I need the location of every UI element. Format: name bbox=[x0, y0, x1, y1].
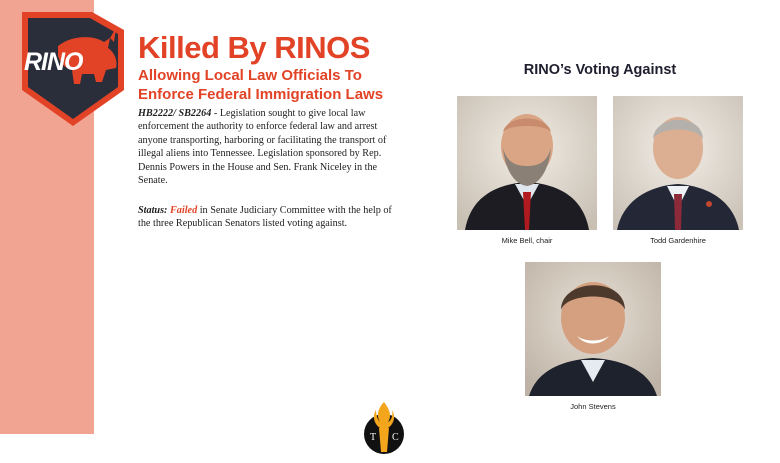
logo-letter-left: T bbox=[370, 432, 377, 443]
subtitle-line-2: Enforce Federal Immigration Laws bbox=[138, 86, 384, 103]
bill-status bbox=[138, 204, 400, 231]
senator-caption-1: Mike Bell, chair bbox=[501, 236, 553, 245]
senator-photo-1 bbox=[457, 96, 597, 230]
senator-caption-3: John Stevens bbox=[570, 402, 616, 411]
bill-number: HB2222/ SB2264 bbox=[138, 108, 212, 119]
senator-photo-2 bbox=[613, 96, 743, 230]
logo-letter-right: C bbox=[392, 432, 399, 443]
torch-logo-icon bbox=[362, 400, 406, 458]
bill-description bbox=[138, 107, 400, 187]
badge-label: RINO bbox=[24, 48, 83, 76]
subtitle-line-1: Allowing Local Law Officials To bbox=[138, 67, 362, 84]
page-title: Killed By RINOS bbox=[138, 30, 370, 65]
status-detail: in Senate Judiciary Committee with the help of the three Republican Senators listed voting against. bbox=[138, 205, 392, 230]
senator-caption-2: Todd Gardenhire bbox=[650, 236, 706, 245]
page-subtitle bbox=[138, 66, 438, 104]
bill-text: Legislation sought to give local law enforcement the authority to enforce federal law and arrest anyone transporting, harboring or facilitating the transport of illegal aliens into Tennessee. Legislation sponsored by Rep. Dennis Powers in the House and Sen. Frank Niceley in the Senate. bbox=[138, 108, 387, 187]
voting-heading: RINO’s Voting Against bbox=[523, 62, 677, 78]
status-value: Failed bbox=[170, 205, 198, 216]
senator-photo-3 bbox=[525, 262, 661, 396]
rino-badge bbox=[18, 8, 128, 130]
bill-separator: - bbox=[211, 108, 220, 119]
status-label: Status: bbox=[138, 205, 168, 216]
